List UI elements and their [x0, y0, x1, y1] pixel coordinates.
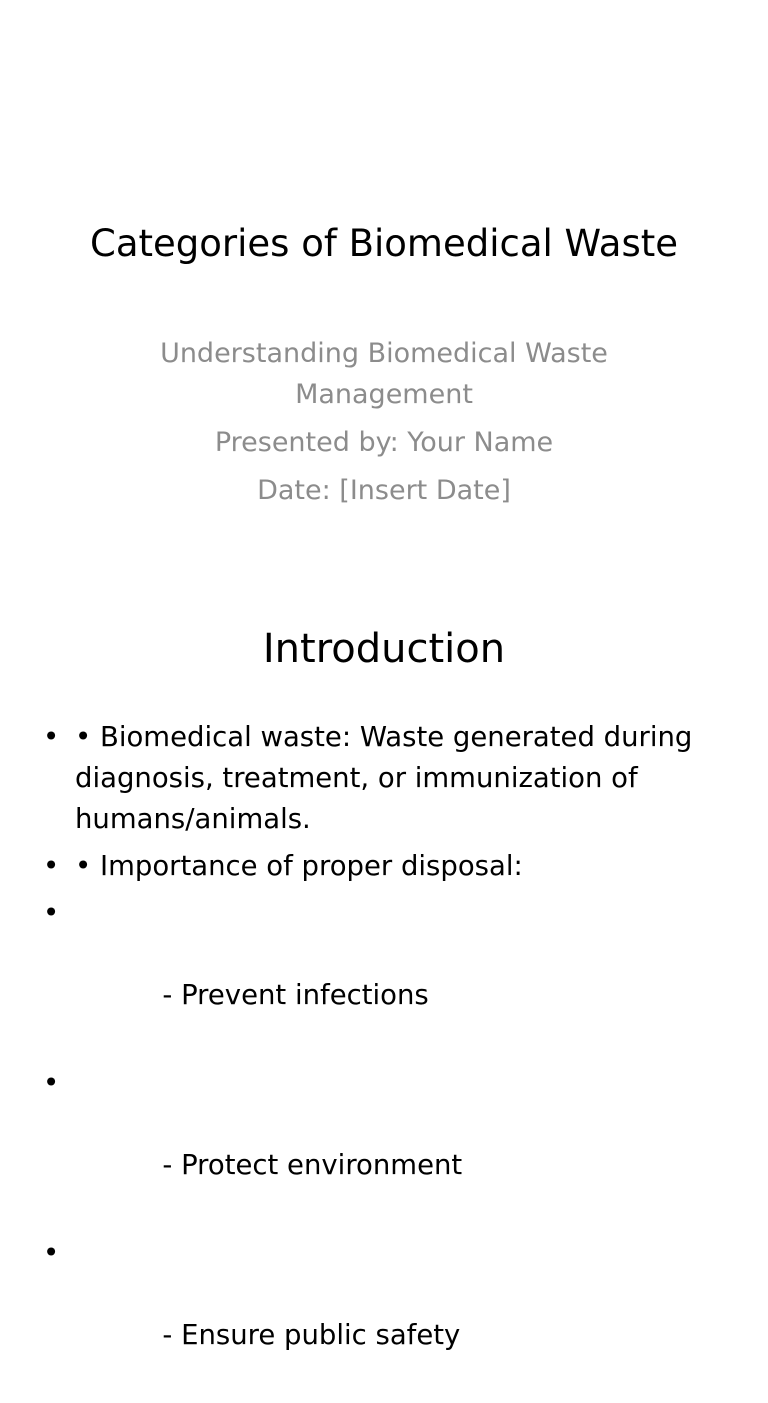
bullet-icon: • — [43, 897, 60, 929]
subtitle-line: Management — [295, 379, 473, 410]
title-slide — [0, 0, 768, 576]
bullet-text: • Importance of proper disposal: — [75, 850, 523, 882]
bullet-text: • Biomedical waste: Waste generated during diagnosis, treatment, or immunization of humans/animals. — [75, 721, 693, 835]
bullet-text: - Ensure public safety — [144, 1319, 461, 1351]
bullet-item — [0, 1063, 768, 1227]
slide-heading: Introduction — [262, 626, 506, 672]
slide-subtitle — [100, 333, 668, 511]
bullet-icon: • — [43, 1237, 60, 1269]
bullet-item — [0, 1233, 768, 1397]
bullet-item — [0, 717, 768, 840]
bullet-item — [0, 846, 768, 887]
bullet-icon: • — [43, 1067, 60, 1099]
bullet-list — [0, 717, 768, 1403]
bullet-item — [0, 893, 768, 1057]
bullet-icon: • — [43, 721, 60, 753]
presenter-line: Presented by: Your Name — [214, 427, 554, 458]
bullet-text: - Protect environment — [144, 1149, 463, 1181]
bullet-text: - Prevent infections — [144, 979, 429, 1011]
date-line: Date: [Insert Date] — [257, 475, 511, 506]
subtitle-line: Understanding Biomedical Waste — [160, 338, 608, 369]
bullet-icon: • — [43, 850, 60, 882]
introduction-slide — [0, 576, 768, 1351]
slide-title: Categories of Biomedical Waste — [90, 222, 678, 265]
